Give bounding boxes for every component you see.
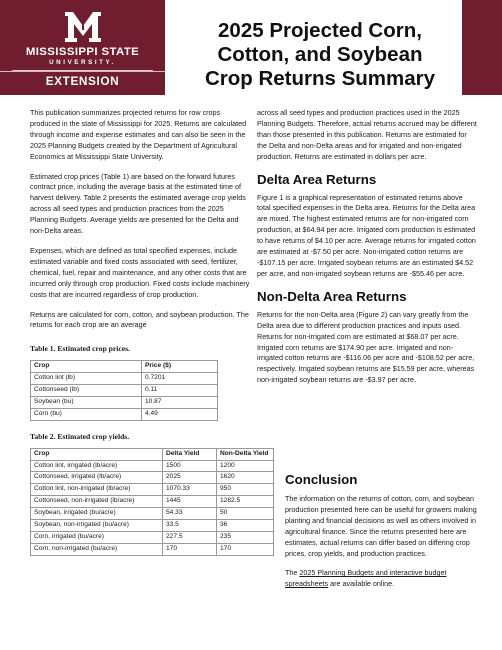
- table-cell: 1620: [217, 472, 274, 484]
- table-cell: Corn (bu): [31, 408, 142, 420]
- table-cell: 227.5: [163, 532, 217, 544]
- final-suffix: are available online.: [328, 579, 395, 589]
- conclusion-heading: Conclusion: [285, 472, 358, 487]
- returns-paragraph: Returns are calculated for corn, cotton, and soybean production. The returns for each crop are an average: [30, 309, 249, 330]
- table-cell: Cottonseed, irrigated (lb/acre): [31, 472, 163, 484]
- header-accent-bar: [462, 0, 502, 95]
- logo-title: MISSISSIPPI STATE: [25, 46, 140, 58]
- table-row: [31, 543, 274, 555]
- table-row: [31, 396, 218, 408]
- continued-paragraph: across all seed types and production practices used in the 2025 Planning Budgets. Therefore, actual returns accrued may be different than those presented in this publication. Returns are estimated for the Delta and non-Delta areas and for irrigated and non-irrigated production. Returns are estimated in dollars per acre.: [257, 108, 477, 161]
- table-cell: 2025: [163, 472, 217, 484]
- table-row: [31, 373, 218, 385]
- table-header-cell: Crop: [31, 448, 163, 460]
- table-row: [31, 385, 218, 397]
- table-header-row: [31, 361, 218, 373]
- table-cell: 54.33: [163, 508, 217, 520]
- conclusion-section: [285, 472, 480, 599]
- table-cell: 170: [163, 543, 217, 555]
- delta-heading: Delta Area Returns: [257, 171, 377, 187]
- table-cell: Cottonseed, non-irrigated (lb/acre): [31, 496, 163, 508]
- delta-paragraph: Figure 1 is a graphical representation of estimated returns above total specified expenses in the Delta area. Returns for the Delta area are mixed. The highest estimated returns are for non-irrigated corn production, at $64.94 per acre. Irrigated corn production is estimated to have returns of $4.10 per acre. Average returns for irrigated cotton are estimated at -$7.50 per acre. Non-irrigated cotton returns are -$107.15 per acre. Irrigated soybean returns are an estimated $4.52 per acre, and non-irrigated soybean returns are -$55.46 per acre.: [257, 192, 476, 278]
- table-row: [31, 508, 274, 520]
- prices-paragraph: Estimated crop prices (Table 1) are based on the forward futures contract price, including the average basis at the estimated time of harvest delivery. Table 2 presents the estimated average crop yields across all seed types and production practices from the 2025 Planning Budgets. Average yields are presented for the Delta and non-Delta areas.: [30, 171, 246, 236]
- table-row: [31, 460, 274, 472]
- table-cell: Cotton lint (lb): [31, 373, 142, 385]
- table-row: [31, 472, 274, 484]
- crop-yields-table: [30, 448, 274, 556]
- expenses-paragraph: Expenses, which are defined as total specified expenses, include estimated variable and fixed costs associated with seed, fertilizer, chemical, fuel, repair and maintenance, and any other costs that are incurred only through crop production. Fixed costs include machinery costs that are incurred regardless of crop production.: [30, 245, 250, 299]
- table-cell: 36: [217, 520, 274, 532]
- crop-prices-table: [30, 360, 218, 421]
- right-column: [257, 108, 477, 395]
- table-cell: Soybean, irrigated (bu/acre): [31, 508, 163, 520]
- table-cell: 235: [217, 532, 274, 544]
- table-header-cell: Price ($): [142, 361, 218, 373]
- planning-budgets-link[interactable]: 2025 Planning Budgets and interactive budget spreadsheets: [285, 568, 447, 589]
- table-cell: 33.5: [163, 520, 217, 532]
- table-header-cell: Crop: [31, 361, 142, 373]
- table-row: [31, 532, 274, 544]
- nondelta-heading: Non-Delta Area Returns: [257, 288, 407, 304]
- table1-caption: Table 1. Estimated crop prices.: [30, 344, 130, 354]
- final-paragraph: [285, 568, 480, 590]
- table-cell: Corn, irrigated (bu/acre): [31, 532, 163, 544]
- table-cell: Soybean (bu): [31, 396, 142, 408]
- table-cell: 4.49: [142, 408, 218, 420]
- table-cell: 1282.5: [217, 496, 274, 508]
- conclusion-paragraph: The information on the returns of cotton, corn, and soybean production presented here can be useful for growers making planting and financial decisions as well as others involved in agricultural finance. Since the returns presented here are estimates, actual returns can differ based on differing crop prices, crop yields, and production practices.: [285, 494, 477, 558]
- intro-paragraph: This publication summarizes projected returns for row crops produced in the state of Mississippi for 2025. Returns are calculated through income and expense estimates and can also be seen in the 2025 Planning Budgets created by the Department of Agricultural Economics at Mississippi State University.: [30, 108, 247, 161]
- final-prefix: The: [285, 568, 300, 578]
- table-row: [31, 484, 274, 496]
- title-line-3: Crop Returns Summary: [204, 67, 436, 90]
- table-cell: Cotton lint, non-irrigated (lb/acre): [31, 484, 163, 496]
- msu-extension-logo: [0, 0, 165, 95]
- table-header-cell: Delta Yield: [163, 448, 217, 460]
- table-cell: 50: [217, 508, 274, 520]
- table-cell: Soybean, non-irrigated (bu/acre): [31, 520, 163, 532]
- table-cell: 10.87: [142, 396, 218, 408]
- table-header-cell: Non-Delta Yield: [217, 448, 274, 460]
- table-row: [31, 496, 274, 508]
- table-header-row: [31, 448, 274, 460]
- table2-caption: Table 2. Estimated crop yields.: [30, 431, 130, 441]
- table-cell: 1200: [217, 460, 274, 472]
- nondelta-paragraph: Returns for the non-Delta area (Figure 2) can vary greatly from the Delta area due to different production practices and inputs used. Returns for non-irrigated corn are estimated at $68.07 per acre. Irrigated corn returns are $174.90 per acre. Irrigated and non-irrigated cotton returns are -$116.06 per acre and -$108.52 per acre, respectively. Irrigated soybean returns are $15.59 per acre, whereas non-irrigated soybean returns are -$3.97 per acre.: [257, 309, 475, 385]
- page-title: [175, 19, 465, 91]
- table-cell: 1070.33: [163, 484, 217, 496]
- table-cell: 170: [217, 543, 274, 555]
- msu-m-icon: [63, 8, 103, 44]
- table-cell: Cotton lint, irrigated (lb/acre): [31, 460, 163, 472]
- table-cell: 0.7201: [142, 373, 218, 385]
- table-cell: 1500: [163, 460, 217, 472]
- logo-subtitle: UNIVERSITY.: [49, 59, 116, 66]
- table-cell: Corn, non-irrigated (bu/acre): [31, 543, 163, 555]
- table-row: [31, 408, 218, 420]
- table-cell: Cottonseed (lb): [31, 385, 142, 397]
- title-line-2: Cotton, and Soybean: [217, 43, 423, 66]
- table-cell: 0.11: [142, 385, 218, 397]
- table-cell: 1445: [163, 496, 217, 508]
- title-line-1: 2025 Projected Corn,: [218, 19, 422, 42]
- logo-extension: EXTENSION: [0, 71, 165, 88]
- left-column: [30, 108, 269, 556]
- table-cell: 950: [217, 484, 274, 496]
- table-row: [31, 520, 274, 532]
